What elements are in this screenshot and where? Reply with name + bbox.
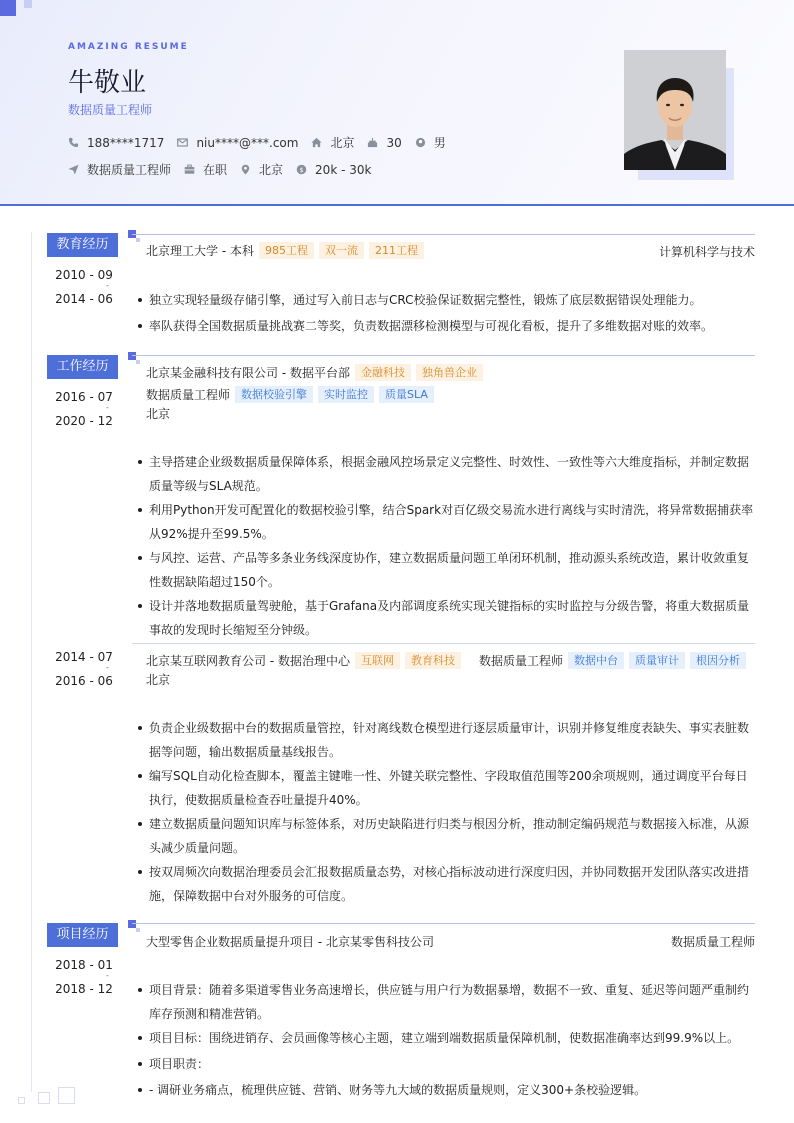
project-end-date: 2018 - 12: [55, 982, 113, 996]
decor-square: [18, 1097, 25, 1104]
resume-header: [0, 0, 794, 206]
job2-company-row: [146, 652, 461, 669]
intent-status-item: [184, 161, 227, 178]
briefcase-icon: [184, 164, 195, 175]
intent-position-item: [68, 161, 171, 178]
edu-bullet: 独立实现轻量级存储引擎，通过写入前日志与CRC校验保证数据完整性，锻炼了底层数据错误处理能力。: [138, 288, 756, 312]
job2-position: 数据质量工程师: [479, 654, 564, 668]
edu-school-row: [146, 242, 424, 259]
send-icon: [68, 164, 79, 175]
section-divider: [132, 234, 755, 235]
section-divider: [132, 923, 755, 924]
project-role: 数据质量工程师: [670, 935, 755, 949]
phone-value: 188****1717: [87, 135, 165, 150]
project-bullet: 项目目标：围绕进销存、会员画像等核心主题，建立端到端数据质量保障机制，使数据准确率达到99.9%以上。: [138, 1026, 756, 1050]
project-bullet: 项目背景：随着多渠道零售业务高速增长，供应链与用户行为数据暴增，数据不一致、重复、延迟等问题严重制约库存预测和精准营销。: [138, 978, 756, 1026]
date-separator: -: [106, 403, 109, 412]
age-item: [367, 136, 401, 150]
email-item: [177, 136, 298, 150]
city-value: 北京: [330, 136, 355, 150]
job2-company-tag: 教育科技: [405, 652, 461, 669]
project-bullet: 项目职责：: [138, 1052, 756, 1076]
decor-square: [58, 1087, 75, 1104]
decor-square: [0, 0, 16, 16]
job1-position-tag: 质量SLA: [379, 386, 434, 403]
svg-text:$: $: [299, 166, 304, 175]
profile-photo: [624, 50, 726, 170]
job1-end-date: 2020 - 12: [55, 414, 113, 428]
edu-end-date: 2014 - 06: [55, 292, 113, 306]
job2-bullet: 按双周频次向数据治理委员会汇报数据质量态势，对核心指标波动进行深度归因，并协同数据开发团队落实改进措施，保障数据中台对外服务的可信度。: [138, 860, 756, 908]
edu-bullet: 率队获得全国数据质量挑战赛二等奖，负责数据漂移检测模型与可视化看板，提升了多维数据对账的效率。: [138, 314, 756, 338]
job1-company-row: [146, 364, 483, 381]
job1-bullet: 主导搭建企业级数据质量保障体系，根据金融风控场景定义完整性、时效性、一致性等六大维度指标，并制定数据质量等级与SLA规范。: [138, 450, 756, 498]
edu-tag: 985工程: [259, 242, 314, 259]
job-intent-row: [68, 161, 384, 178]
section-title-education: 教育经历: [47, 233, 118, 257]
section-divider: [132, 355, 755, 356]
job2-position-row: [479, 652, 746, 669]
job2-position-tag: 数据中台: [568, 652, 624, 669]
tagline: AMAZING RESUME: [68, 42, 189, 52]
email-value: niu****@***.com: [196, 135, 299, 150]
home-icon: [311, 137, 322, 148]
date-separator: -: [106, 281, 109, 290]
job1-position-tag: 数据校验引擎: [235, 386, 313, 403]
decor-square: [38, 1092, 50, 1104]
job2-end-date: 2016 - 06: [55, 674, 113, 688]
job1-company: 北京某金融科技有限公司 - 数据平台部: [146, 366, 350, 380]
section-title-work: 工作经历: [47, 355, 118, 379]
section-marker: [128, 920, 136, 928]
job2-company: 北京某互联网教育公司 - 数据治理中心: [146, 654, 350, 668]
job1-position: 数据质量工程师: [146, 388, 231, 402]
intent-salary-value: 20k - 30k: [315, 162, 372, 177]
job2-city: 北京: [146, 673, 171, 687]
phone-item: [68, 136, 164, 150]
job1-position-tag: 实时监控: [318, 386, 374, 403]
section-title-project: 项目经历: [47, 923, 118, 947]
job2-start-date: 2014 - 07: [55, 650, 113, 664]
gender-item: [415, 134, 446, 151]
date-separator: -: [106, 663, 109, 672]
candidate-title: 数据质量工程师: [68, 103, 153, 117]
phone-icon: [68, 137, 79, 148]
job2-bullet: 建立数据质量问题知识库与标签体系，对历史缺陷进行归类与根因分析，推动制定编码规范与数据接入标准，从源头减少质量问题。: [138, 812, 756, 860]
gender-value: 男: [433, 136, 446, 150]
job-divider: [132, 643, 755, 644]
intent-salary-item: [296, 163, 371, 177]
job2-position-tag: 质量审计: [629, 652, 685, 669]
intent-city-item: [240, 161, 283, 178]
job2-bullet: 编写SQL自动化检查脚本，覆盖主键唯一性、外键关联完整性、字段取值范围等200余项规则，通过调度平台每日执行，使数据质量检查吞吐量提升40%。: [138, 764, 756, 812]
date-separator: -: [106, 971, 109, 980]
job2-position-tag: 根因分析: [690, 652, 746, 669]
edu-start-date: 2010 - 09: [55, 268, 113, 282]
section-marker-small: [136, 360, 140, 364]
mail-icon: [177, 137, 188, 148]
money-icon: [296, 164, 307, 175]
job1-bullet: 设计并落地数据质量驾驶舱，基于Grafana及内部调度系统实现关键指标的实时监控与分级告警，将重大数据质量事故的发现时长缩短至分钟级。: [138, 594, 756, 642]
decor-square-small: [24, 0, 32, 8]
section-marker-small: [136, 928, 140, 932]
section-marker: [128, 352, 136, 360]
job1-company-tag: 金融科技: [355, 364, 411, 381]
section-marker-small: [136, 238, 140, 242]
timeline-line: [31, 232, 32, 1092]
age-value: 30: [386, 135, 402, 150]
edu-tag: 双一流: [319, 242, 364, 259]
project-name: 大型零售企业数据质量提升项目 - 北京某零售科技公司: [146, 935, 434, 949]
gender-icon: [415, 137, 426, 148]
intent-position-value: 数据质量工程师: [87, 163, 172, 177]
age-icon: [367, 137, 378, 148]
contact-row: [68, 134, 459, 151]
edu-tag: 211工程: [369, 242, 424, 259]
job1-company-tag: 独角兽企业: [416, 364, 483, 381]
intent-city-value: 北京: [259, 163, 284, 177]
job1-bullet: 与风控、运营、产品等多条业务线深度协作，建立数据质量问题工单闭环机制，推动源头系统改造，累计收敛重复性数据缺陷超过150个。: [138, 546, 756, 594]
city-item: [311, 134, 354, 151]
job1-position-row: [146, 386, 434, 403]
job1-bullet: 利用Python开发可配置化的数据校验引擎，结合Spark对百亿级交易流水进行离线与实时清洗，将异常数据捕获率从92%提升至99.5%。: [138, 498, 756, 546]
project-start-date: 2018 - 01: [55, 958, 113, 972]
job1-city: 北京: [146, 407, 171, 421]
edu-major: 计算机科学与技术: [658, 245, 755, 259]
intent-status-value: 在职: [203, 163, 228, 177]
project-bullet: - 调研业务痛点，梳理供应链、营销、财务等九大域的数据质量规则，定义300+条校验逻辑。: [138, 1078, 756, 1102]
job2-bullet: 负责企业级数据中台的数据质量管控，针对离线数仓模型进行逐层质量审计，识别并修复维度表缺失、事实表脏数据等问题，输出数据质量基线报告。: [138, 716, 756, 764]
edu-school: 北京理工大学 - 本科: [146, 244, 254, 258]
location-icon: [240, 164, 251, 175]
job1-start-date: 2016 - 07: [55, 390, 113, 404]
candidate-name: 牛敬业: [68, 68, 147, 98]
job2-company-tag: 互联网: [355, 652, 400, 669]
